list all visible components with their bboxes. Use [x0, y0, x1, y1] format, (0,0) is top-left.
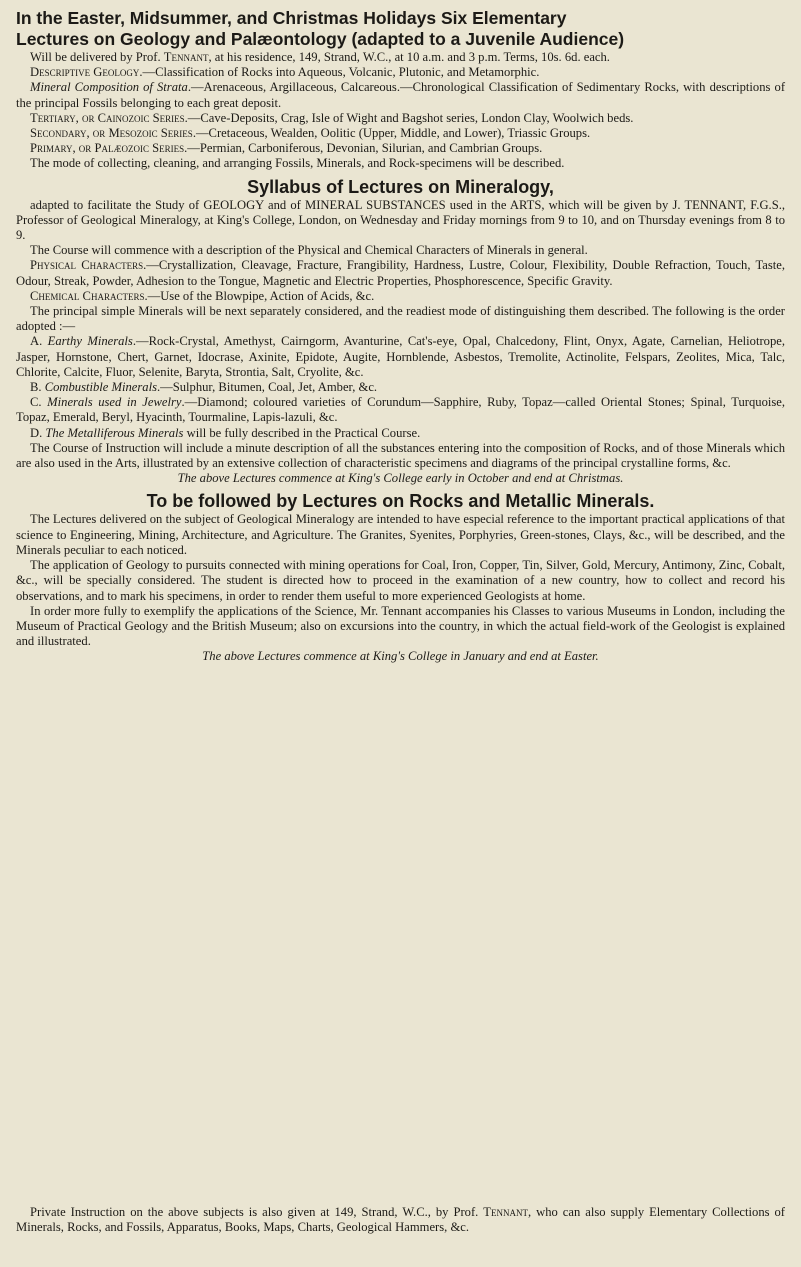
rocks-paragraph-3: In order more fully to exemplify the applications of the Science, Mr. Tennant accompanies his Classes to various Museums in London, including the Museum of Practical Geology and the British Museum; also on excursions into the country, in which the actual field-work of the Geologist is explained and illustrated.	[16, 603, 785, 649]
combustible-head: Combustible Minerals	[44, 380, 157, 395]
earthy-text: .—Rock-Crystal, Amethyst, Cairngorm, Avanturine, Cat's-eye, Opal, Chalcedony, Flint, Onyx, Agate, Carnelian, Heliotrope, Jasper, Hornstone, Chert, Garnet, Idocrase, Axinite, Epidote, Augite, Hornblende, Asbestos, Tremolite, Actinolite, Felspars, Zeolites, Mica, Talc, Chlorite, Calcite, Fluor, Selenite, Baryta, Strontia, Salt, Cryolite, &c.	[16, 334, 785, 379]
delivery-suffix: , at his residence, 149, Strand, W.C., at 10 a.m. and 3 p.m. Terms, 10s. 6d. each.	[208, 50, 610, 64]
topic-descriptive-geology	[16, 65, 785, 80]
earthy-head: Earthy Minerals	[47, 334, 133, 349]
combustible-minerals	[16, 380, 785, 395]
topic-tertiary-series	[16, 111, 785, 126]
header-line-1: In the Easter, Midsummer, and Christmas Holidays Six Elementary	[16, 8, 567, 28]
physical-head: Physical Characters	[30, 258, 144, 273]
topic-mineral-composition	[16, 80, 785, 110]
syllabus-course: The Course will commence with a description of the Physical and Chemical Characters of Minerals in general.	[30, 243, 588, 258]
chemical-head: Chemical Characters	[30, 288, 145, 303]
topic-text: .—Classification of Rocks into Aqueous, Volcanic, Plutonic, and Metamorphic.	[139, 65, 540, 80]
rocks-commence-note: The above Lectures commence at King's College in January and end at Easter.	[202, 649, 599, 664]
private-instruction-note	[16, 1205, 785, 1235]
earthy-minerals	[16, 334, 785, 380]
item-prefix: D.	[30, 425, 46, 440]
metalliferous-minerals	[16, 426, 785, 441]
intro-paragraph	[16, 50, 785, 65]
topic-head: Mineral Composition of Strata	[30, 80, 188, 95]
mineralogy-commence-note: The above Lectures commence at King's College early in October and end at Christmas.	[177, 471, 624, 486]
chemical-characters	[16, 289, 785, 304]
metalliferous-text: will be fully described in the Practical Course.	[183, 425, 421, 440]
metalliferous-head: The Metalliferous Minerals	[45, 425, 184, 440]
topic-head: Tertiary, or Cainozoic Series	[30, 110, 185, 125]
topic-head: Secondary, or Mesozoic Series	[30, 126, 193, 141]
delivery-prefix: Will be delivered by Prof.	[30, 50, 164, 64]
topic-primary-series	[16, 141, 785, 156]
topic-text: .—Arenaceous, Argillaceous, Calcareous.—Chronological Classification of Sedimentary Rocks, with descriptions of the principal Fossils belonging to each great deposit.	[16, 80, 786, 110]
syllabus-title: Syllabus of Lectures on Mineralogy,	[247, 176, 554, 197]
rocks-paragraph-2: The application of Geology to pursuits connected with mining operations for Coal, Iron, Copper, Tin, Silver, Gold, Mercury, Antimony, Zinc, Cobalt, &c., will be specially considered. The student is directed how to proceed in the examination of a new country, how to collect and record his observations, and to mark his specimens, in order to render them useful to more experienced Geologists at home.	[16, 558, 785, 603]
topic-text: .—Cave-Deposits, Crag, Isle of Wight and Bagshot series, London Clay, Woolwich beds.	[184, 110, 634, 125]
principal-minerals: The principal simple Minerals will be next separately considered, and the readiest mode of distinguishing them described. The following is the order adopted :—	[16, 304, 785, 334]
topic-head: Primary, or Palæozoic Series	[30, 141, 185, 156]
topic-text: .—Cretaceous, Wealden, Oolitic (Upper, Middle, and Lower), Triassic Groups.	[192, 126, 591, 141]
jewelry-minerals	[16, 395, 785, 425]
item-prefix: B.	[30, 380, 45, 395]
jewelry-head: Minerals used in Jewelry	[47, 395, 182, 410]
chemical-text: .—Use of the Blowpipe, Action of Acids, &c.	[144, 288, 375, 303]
rocks-paragraph-1: The Lectures delivered on the subject of Geological Mineralogy are intended to have especial reference to the important practical applications of that science to Engineering, Mining, Architecture, and Agriculture. The Granites, Syenites, Porphyries, Green-stones, Clays, &c., will be described, and the Minerals peculiar to each noticed.	[16, 512, 785, 557]
topic-text: .—Permian, Carboniferous, Devonian, Silurian, and Cambrian Groups.	[184, 141, 543, 156]
footer-text: , who can also supply Elementary Collections of Minerals, Rocks, and Fossils, Apparatus, Books, Maps, Charts, Geological Hammers, &c.	[16, 1205, 785, 1235]
physical-text: .—Crystallization, Cleavage, Fracture, Frangibility, Hardness, Lustre, Colour, Flexibility, Double Refraction, Touch, Taste, Odour, Streak, Powder, Adhesion to the Tongue, Magnetic and Electric Properties, Phosphorescence, Specific Gravity.	[16, 258, 785, 288]
syllabus-adapted: adapted to facilitate the Study of GEOLOGY and of MINERAL SUBSTANCES used in the ARTS, which will be given by J. TENNANT, F.G.S., Professor of Geological Mineralogy, at King's College, London, on Wednesday and Friday mornings from 9 to 10, and on Thursday evenings from 8 to 9.	[16, 197, 785, 243]
footer-name: Tennant	[483, 1205, 528, 1219]
topic-head: Descriptive Geology	[30, 65, 140, 80]
rocks-title: To be followed by Lectures on Rocks and Metallic Minerals.	[146, 491, 655, 512]
item-prefix: A.	[30, 334, 48, 349]
topic-secondary-series	[16, 126, 785, 141]
header-line-2: Lectures on Geology and Palæontology (adapted to a Juvenile Audience)	[16, 29, 625, 49]
jewelry-text: .—Diamond; coloured varieties of Corundum—Sapphire, Ruby, Topaz—called Oriental Stones; Spinal, Turquoise, Topaz, Emerald, Beryl, Hyacinth, Tourmaline, Lapis-lazuli, &c.	[16, 395, 786, 425]
footer-prefix: Private Instruction on the above subjects is also given at 149, Strand, W.C., by Prof.	[30, 1205, 484, 1219]
combustible-text: .—Sulphur, Bitumen, Coal, Jet, Amber, &c.	[157, 380, 378, 395]
lecturer-name: Tennant	[163, 50, 209, 64]
item-prefix: C.	[30, 395, 48, 410]
course-instruction: The Course of Instruction will include a minute description of all the substances entering into the composition of Rocks, and of those Minerals which are also used in the Arts, illustrated by an extensive collection of characteristic specimens and diagrams of the principal crystalline forms, &c.	[16, 440, 785, 471]
physical-characters	[16, 258, 785, 288]
collecting-note: The mode of collecting, cleaning, and arranging Fossils, Minerals, and Rock-specimens will be described.	[30, 156, 565, 171]
